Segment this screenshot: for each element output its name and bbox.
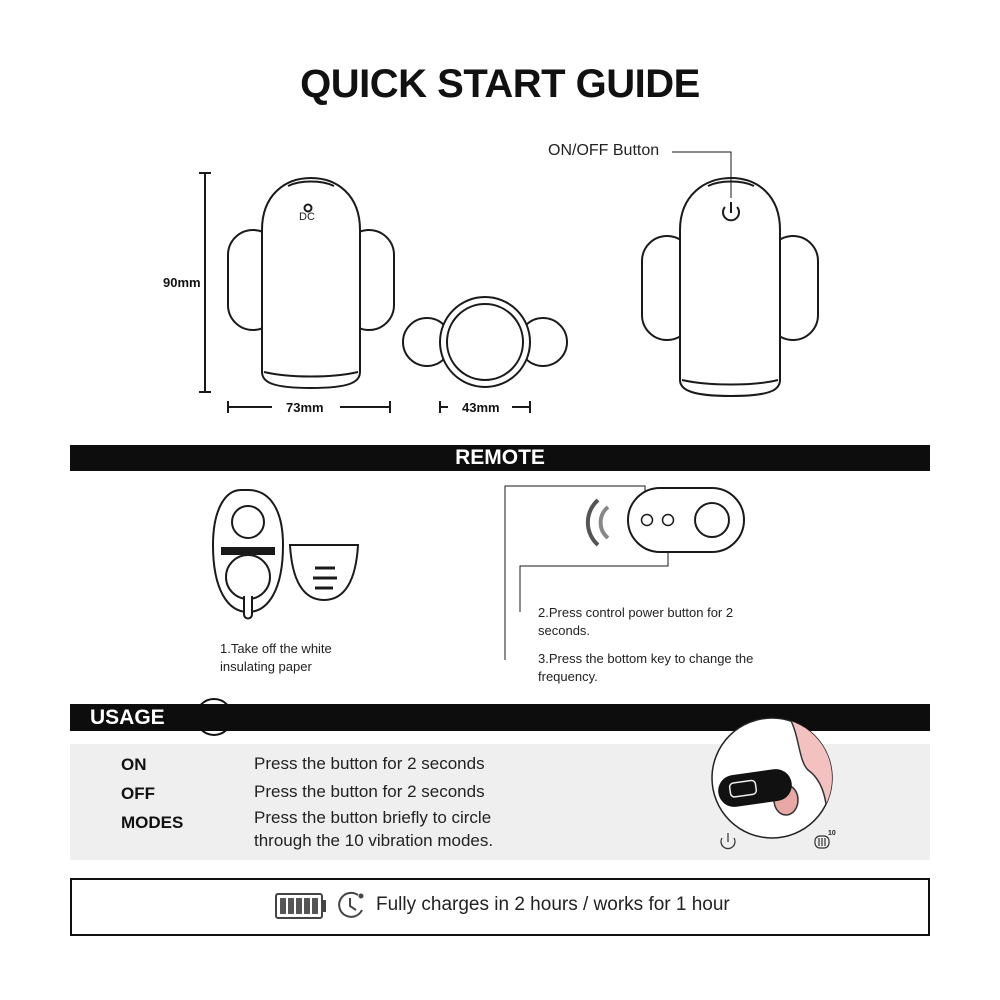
- power-mode-icon: [721, 833, 735, 849]
- mode-off-desc: Press the button for 2 seconds: [254, 782, 485, 801]
- remote-step-2: 2.Press control power button for 2 seconds.: [538, 605, 734, 638]
- mode-on-name: ON: [121, 755, 147, 774]
- vibration-mode-icon: [815, 836, 829, 848]
- mode-off-name: OFF: [121, 784, 155, 803]
- dc-port-label: DC: [299, 211, 315, 223]
- remote-header-label: REMOTE: [455, 446, 545, 469]
- mode-modes-name: MODES: [121, 813, 184, 832]
- remote-step-1: 1.Take off the white insulating paper: [220, 641, 332, 674]
- page-title: QUICK START GUIDE: [300, 62, 700, 106]
- mode-count-label: 10: [828, 830, 836, 837]
- onoff-button-label: ON/OFF Button: [548, 142, 660, 159]
- mode-on-desc: Press the button for 2 seconds: [254, 754, 485, 773]
- height-label: 90mm: [163, 275, 201, 290]
- remote-step-3: 3.Press the bottom key to change the frequency.: [538, 651, 754, 684]
- charging-text: Fully charges in 2 hours / works for 1 hour: [376, 894, 730, 915]
- base-label: 43mm: [462, 400, 500, 415]
- usage-header-label: USAGE: [90, 706, 165, 729]
- mode-modes-desc: Press the button briefly to circle through the 10 vibration modes.: [254, 808, 494, 850]
- width-label: 73mm: [286, 400, 324, 415]
